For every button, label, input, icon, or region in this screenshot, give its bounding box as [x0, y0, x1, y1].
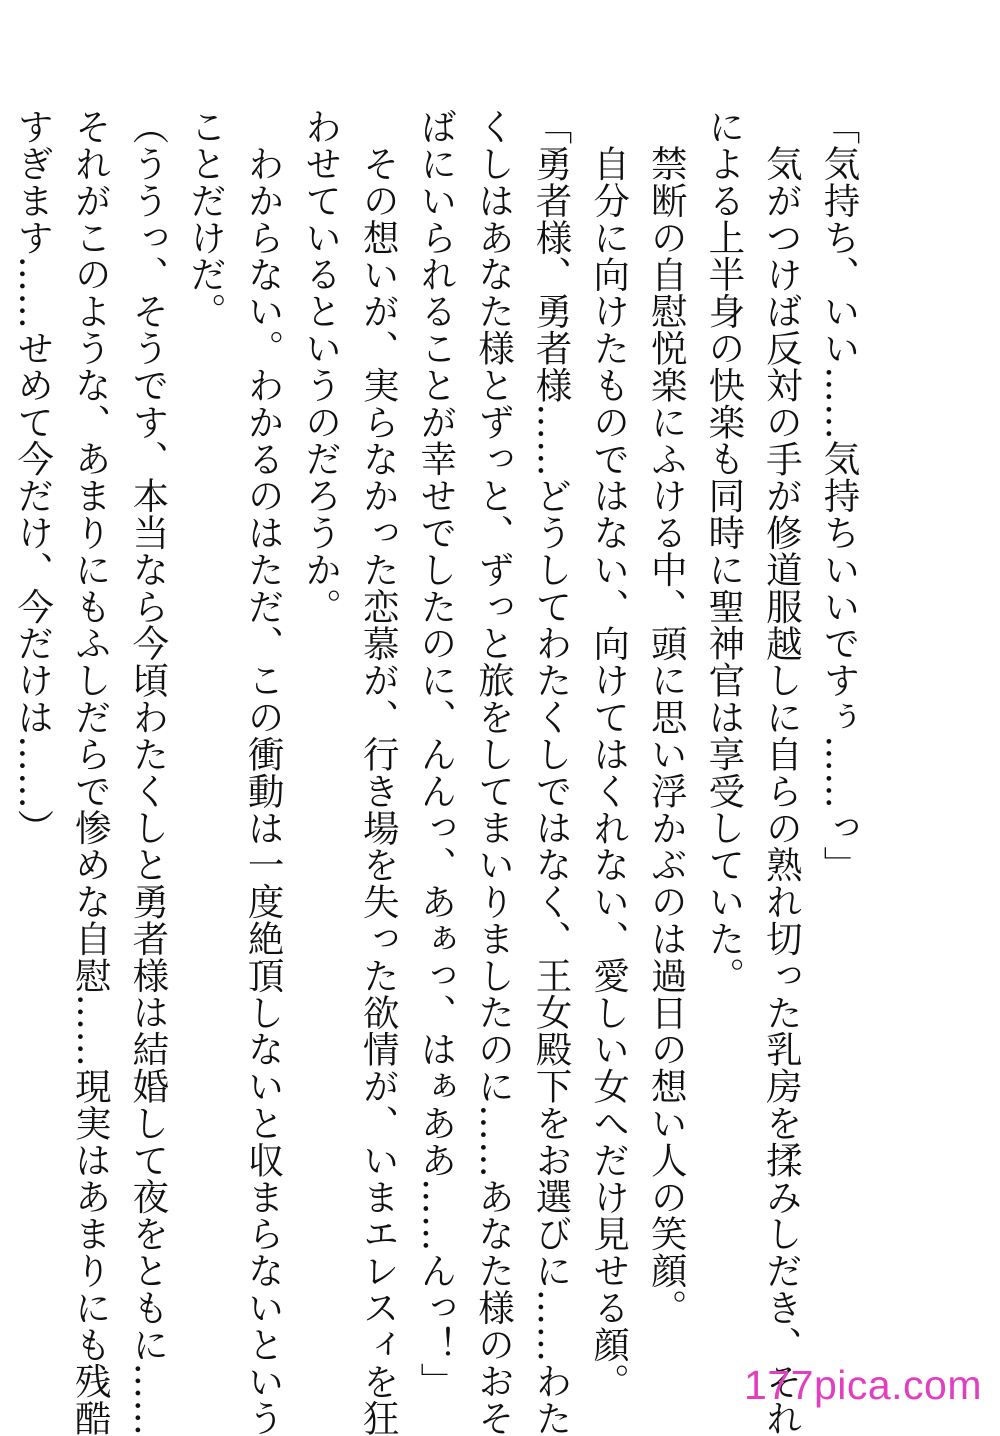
text-line: すぎます……せめて今だけ、今だけは……） [11, 108, 55, 846]
text-line: わせているというのだろうか。 [299, 108, 343, 625]
text-line: 自分に向けたものではない、向けてはくれない、愛しい女へだけ見せる顔。 [587, 144, 631, 1400]
text-line: ことだけだ。 [184, 108, 228, 330]
text-line: それがこのような、あまりにもふしだらで惨めな自慰……現実はあまりにも残酷 [69, 108, 113, 1436]
text-line: くしはあなた様とずっと、ずっと旅をしてまいりましたのに……あなた様のおそ [472, 108, 516, 1436]
text-line: 「勇者様、勇者様……どうしてわたくしではなく、王女殿下をお選びに……わた [530, 108, 574, 1436]
text-line: 気がつけば反対の手が修道服越しに自らの熟れ切った乳房を揉みしだき、それ [760, 144, 804, 1436]
text-line: その想いが、実らなかった恋慕が、行き場を失った欲情が、いまエレスィを狂 [357, 144, 401, 1436]
text-line: （ううっ、そうです、本当なら今頃わたくしと勇者様は結婚して夜をともに…… [126, 108, 170, 1436]
text-line: 「気持ち、いい……気持ちいいですぅ……っ」 [818, 108, 861, 883]
text-line: ばにいられることが幸せでしたのに、んんっ、あぁっ、はぁああ……んっ！」 [414, 108, 458, 1400]
text-line: わからない。わかるのはただ、この衝動は一度絶頂しないと収まらないという [242, 144, 286, 1436]
text-line: 禁断の自慰悦楽にふける中、頭に思い浮かぶのは過日の想い人の笑顔。 [645, 144, 689, 1326]
site-watermark: 177pica.com [744, 1362, 982, 1408]
text-line: による上半身の快楽も同時に聖神官は享受していた。 [702, 108, 746, 994]
